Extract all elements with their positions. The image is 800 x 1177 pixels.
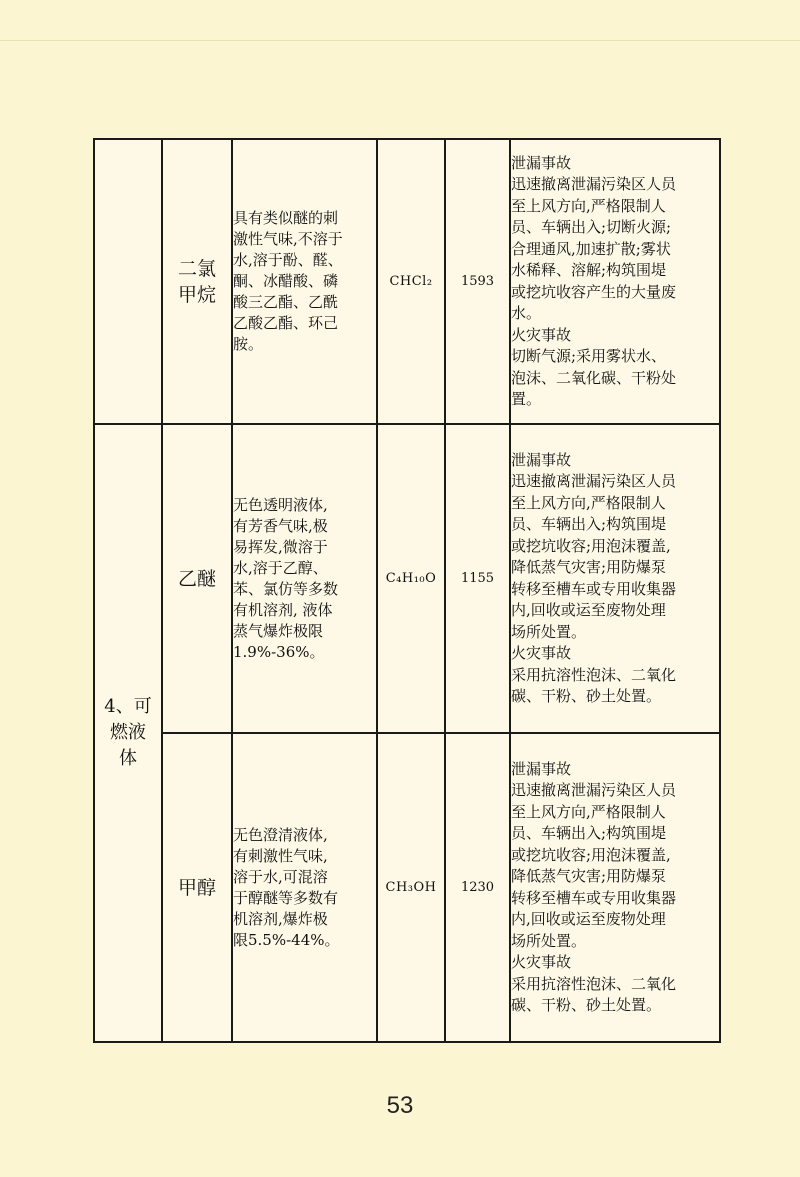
un-number: 1230	[445, 733, 510, 1042]
table-row	[94, 424, 720, 733]
chemical-formula: C₄H₁₀O	[377, 424, 445, 733]
un-number: 1593	[445, 139, 510, 424]
category-label: 4、可 燃液 体	[94, 424, 162, 1042]
emergency-measures: 泄漏事故 迅速撤离泄漏污染区人员 至上风方向,严格限制人 员、车辆出入;构筑围堤 或挖坑收容;用泡沫覆盖, 降低蒸气灾害;用防爆泵 转移至槽车或专用收集器 内,回收或运至废物处理 场所处置。 火灾事故 采用抗溶性泡沫、二氧化 碳、干粉、砂土处置。	[510, 733, 720, 1042]
substance-properties: 具有类似醚的刺 激性气味,不溶于 水,溶于酚、醛、 酮、冰醋酸、磷 酸三乙酯、乙酰 乙酸乙酯、环己 胺。	[232, 139, 377, 424]
substance-name: 甲醇	[162, 733, 232, 1042]
emergency-measures: 泄漏事故 迅速撤离泄漏污染区人员 至上风方向,严格限制人 员、车辆出入;切断火源; 合理通风,加速扩散;雾状 水稀释、溶解;构筑围堤 或挖坑收容产生的大量废 水。 火灾事故 切断气源;采用雾状水、 泡沫、二氧化碳、干粉处 置。	[510, 139, 720, 424]
emergency-measures: 泄漏事故 迅速撤离泄漏污染区人员 至上风方向,严格限制人 员、车辆出入;构筑围堤 或挖坑收容;用泡沫覆盖, 降低蒸气灾害;用防爆泵 转移至槽车或专用收集器 内,回收或运至废物处理 场所处置。 火灾事故 采用抗溶性泡沫、二氧化 碳、干粉、砂土处置。	[510, 424, 720, 733]
category-cell-empty	[94, 139, 162, 424]
substance-properties: 无色透明液体, 有芳香气味,极 易挥发,微溶于 水,溶于乙醇、 苯、氯仿等多数 有机溶剂, 液体 蒸气爆炸极限 1.9%-36%。	[232, 424, 377, 733]
table-row	[94, 733, 720, 1042]
un-number: 1155	[445, 424, 510, 733]
substance-properties: 无色澄清液体, 有刺激性气味, 溶于水,可混溶 于醇醚等多数有 机溶剂,爆炸极 限5.5%-44%。	[232, 733, 377, 1042]
page-header-band	[0, 0, 800, 41]
chemical-formula: CH₃OH	[377, 733, 445, 1042]
table-row	[94, 139, 720, 424]
page-number: 53	[386, 1092, 414, 1119]
substance-name: 二氯 甲烷	[162, 139, 232, 424]
chemical-formula: CHCl₂	[377, 139, 445, 424]
substance-name: 乙醚	[162, 424, 232, 733]
chemical-hazard-table	[93, 138, 721, 1043]
